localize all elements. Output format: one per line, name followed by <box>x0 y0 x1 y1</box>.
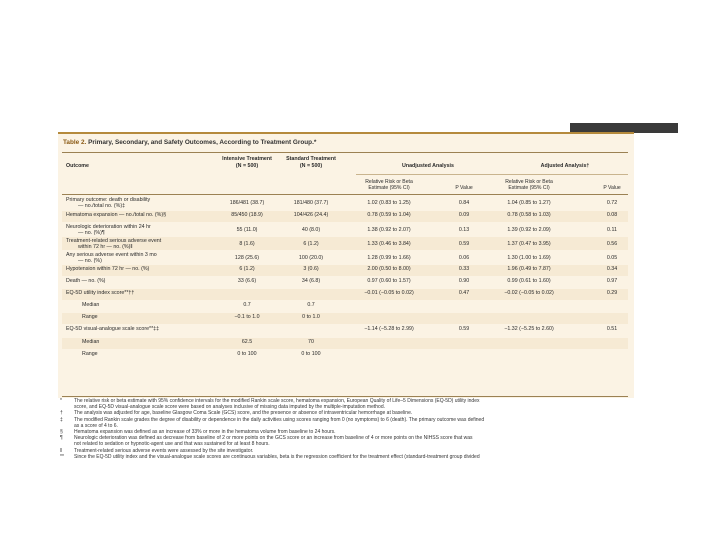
cell-intensive: 6 (1.2) <box>239 266 255 272</box>
footnote <box>58 435 658 447</box>
row-label: Range <box>82 351 98 357</box>
cell-adjusted-p: 0.34 <box>606 266 618 272</box>
footnote-line: score, and EQ-5D visual-analogue scale score were based on analyses inclusive of missing data imputed by the multiple-imputation method. <box>74 404 385 411</box>
footnote-line: Neurologic deterioration was defined as decrease from baseline of 2 or more points on the GCS score or an increase from baseline of 4 or more points on the NIHSS score that was <box>74 435 473 442</box>
footnote-line: Since the EQ-5D utility index and the visual-analogue scale scores are continuous variables, beta is the regression coefficient for the treatment effect (standard-treatment group divided <box>74 453 480 460</box>
row-label: EQ-5D utility index score**†† <box>66 290 135 296</box>
cell-adjusted-p: 0.05 <box>606 255 618 261</box>
header-standard-line2: (N = 500) <box>299 163 323 169</box>
table-title <box>63 139 316 146</box>
outcomes-table <box>58 132 634 398</box>
footnote-mark: * <box>60 398 62 404</box>
row-label: EQ-5D visual-analogue scale score**‡‡ <box>66 326 160 332</box>
cell-intensive: 33 (6.6) <box>237 278 257 284</box>
cell-standard: 0 to 1.0 <box>302 314 320 320</box>
cell-unadjusted-p: 0.84 <box>458 200 470 206</box>
row-label: Primary outcome: death or disability <box>66 197 151 203</box>
row-shade <box>62 338 628 349</box>
cell-unadjusted-estimate: 1.33 (0.46 to 3.84) <box>367 241 411 247</box>
footnote-mark: † <box>60 410 63 417</box>
cell-unadjusted-p: 0.59 <box>458 326 470 332</box>
footnotes <box>58 398 658 460</box>
header-rule-mid <box>356 174 628 175</box>
footnote-mark: ¶ <box>60 435 63 442</box>
row-label: — no./total no. (%)‡ <box>78 203 126 209</box>
cell-unadjusted-estimate: 0.97 (0.60 to 1.57) <box>367 278 411 284</box>
cell-unadjusted-estimate: −1.14 (−5.28 to 2.99) <box>364 326 414 332</box>
header-adj-rr-line1: Relative Risk or Beta <box>505 179 553 185</box>
cell-standard: 6 (1.2) <box>303 241 319 247</box>
cell-adjusted-p: 0.97 <box>606 278 618 284</box>
cell-unadjusted-p: 0.47 <box>458 290 470 296</box>
footnote <box>58 417 658 429</box>
cell-adjusted-p: 0.72 <box>606 200 618 206</box>
cell-adjusted-estimate: 1.37 (0.47 to 3.95) <box>507 241 551 247</box>
cell-intensive: 0 to 100 <box>237 351 257 357</box>
row-label: Hematoma expansion — no./total no. (%)§ <box>66 212 167 218</box>
cell-standard: 104/426 (24.4) <box>293 212 329 218</box>
row-label: Any serious adverse event within 3 mo <box>66 252 157 258</box>
header-unadjusted: Unadjusted Analysis <box>402 163 454 169</box>
footnote-mark: ** <box>60 453 64 460</box>
header-unadj-rr-line2: Estimate (95% CI) <box>368 185 410 191</box>
cell-adjusted-estimate: 1.04 (0.85 to 1.27) <box>507 200 551 206</box>
cell-adjusted-p: 0.51 <box>606 326 618 332</box>
header-adj-rr-line2: Estimate (95% CI) <box>508 185 550 191</box>
cell-standard: 100 (20.0) <box>298 255 324 261</box>
cell-unadjusted-estimate: 1.38 (0.92 to 2.07) <box>367 227 411 233</box>
row-label: — no. (%)¶ <box>78 230 105 236</box>
row-label: Range <box>82 314 98 320</box>
cell-standard: 34 (6.8) <box>301 278 321 284</box>
footnote-mark: § <box>60 429 63 436</box>
header-rule-top <box>62 152 628 153</box>
cell-unadjusted-p: 0.06 <box>458 255 470 261</box>
header-rule-bottom <box>62 194 628 195</box>
row-label: — no. (%) <box>78 258 102 264</box>
cell-unadjusted-estimate: −0.01 (−0.05 to 0.02) <box>364 290 414 296</box>
cell-unadjusted-estimate: 1.02 (0.83 to 1.25) <box>367 200 411 206</box>
table-label: Table 2. <box>63 139 87 146</box>
cell-standard: 40 (8.0) <box>301 227 321 233</box>
header-intensive-line1: Intensive Treatment <box>222 156 272 162</box>
cell-adjusted-estimate: −0.02 (−0.05 to 0.02) <box>504 290 554 296</box>
footnote-line: not related to sedation or hypnotic-agent use and that was sustained for at least 8 hours. <box>74 441 270 448</box>
footnote <box>58 398 658 410</box>
footnote-line: Treatment-related serious adverse events were assessed by the site investigator. <box>74 447 254 454</box>
cell-standard: 3 (0.6) <box>303 266 319 272</box>
row-label: Median <box>82 302 100 308</box>
footnote-line: The modified Rankin scale grades the degree of disability or dependence in the daily activities using scores ranging from 0 (no symptoms) to 6 (death). The primary outcome was defined <box>74 416 485 423</box>
footnote-line: as a score of 4 to 6. <box>74 422 118 429</box>
cell-adjusted-estimate: 0.78 (0.58 to 1.03) <box>507 212 551 218</box>
cell-standard: 181/480 (37.7) <box>293 200 329 206</box>
cell-unadjusted-estimate: 2.00 (0.50 to 8.00) <box>367 266 411 272</box>
cell-unadjusted-p: 0.09 <box>458 212 470 218</box>
cell-adjusted-estimate: 0.99 (0.61 to 1.60) <box>507 278 551 284</box>
cell-adjusted-p: 0.11 <box>607 227 617 233</box>
row-label: within 72 hr — no. (%)‖ <box>78 244 133 250</box>
header-unadj-rr-line1: Relative Risk or Beta <box>365 179 413 185</box>
footnote-line: The relative risk or beta estimate with 95% confidence intervals for the modified Rankin scale score, hematoma expansion, European Quality of Life–5 Dimensions (EQ-5D) utility index <box>74 398 480 404</box>
cell-intensive: 0.7 <box>243 302 251 308</box>
table-title-text: Primary, Secondary, and Safety Outcomes, According to Treatment Group.* <box>88 139 317 146</box>
cell-adjusted-estimate: 1.30 (1.00 to 1.69) <box>507 255 551 261</box>
footnote-line: Hematoma expansion was defined as an increase of 33% or more in the hematoma volume from baseline to 24 hours. <box>74 429 336 436</box>
cell-adjusted-estimate: −1.32 (−5.25 to 2.60) <box>504 326 554 332</box>
header-adjusted: Adjusted Analysis† <box>540 163 590 169</box>
cell-intensive: 55 (11.0) <box>236 227 258 233</box>
cell-unadjusted-p: 0.33 <box>458 266 470 272</box>
row-label: Median <box>82 339 100 345</box>
cell-standard: 0.7 <box>307 302 315 308</box>
cell-adjusted-p: 0.56 <box>606 241 618 247</box>
footnote-line: The analysis was adjusted for age, baseline Glasgow Coma Scale (GCS) score, and the presence or absence of intraventricular hemorrhage at baseline. <box>74 410 413 417</box>
cell-unadjusted-p: 0.59 <box>458 241 470 247</box>
footnote-mark: ‖ <box>60 447 63 454</box>
header-standard-line1: Standard Treatment <box>286 156 336 162</box>
cell-intensive: −0.1 to 1.0 <box>234 314 260 320</box>
table-rule-end <box>62 396 628 397</box>
footnote-mark: ‡ <box>60 416 63 423</box>
cell-adjusted-estimate: 1.96 (0.49 to 7.87) <box>507 266 551 272</box>
row-label: Neurologic deterioration within 24 hr <box>66 224 151 230</box>
row-label: Treatment-related serious adverse event <box>66 238 162 244</box>
header-unadj-p: P Value <box>455 185 473 191</box>
cell-unadjusted-estimate: 0.78 (0.59 to 1.04) <box>367 212 411 218</box>
header-outcome: Outcome <box>66 163 89 169</box>
cell-unadjusted-p: 0.90 <box>458 278 470 284</box>
cell-intensive: 128 (25.6) <box>234 255 260 261</box>
row-label: Death — no. (%) <box>66 278 106 284</box>
cell-unadjusted-p: 0.13 <box>458 227 470 233</box>
cell-intensive: 62.5 <box>241 339 253 345</box>
cell-intensive: 186/481 (38.7) <box>229 200 265 206</box>
cell-unadjusted-estimate: 1.28 (0.99 to 1.66) <box>367 255 411 261</box>
cell-adjusted-estimate: 1.39 (0.92 to 2.09) <box>507 227 551 233</box>
cell-intensive: 8 (1.6) <box>239 241 255 247</box>
row-label: Hypotension within 72 hr — no. (%) <box>66 266 150 272</box>
cell-intensive: 85/450 (18.9) <box>231 212 263 218</box>
row-shade <box>62 313 628 324</box>
cell-adjusted-p: 0.08 <box>606 212 618 218</box>
cell-standard: 70 <box>308 339 314 345</box>
cell-adjusted-p: 0.29 <box>606 290 618 296</box>
cell-standard: 0 to 100 <box>301 351 321 357</box>
footnote <box>58 454 658 460</box>
header-intensive-line2: (N = 500) <box>235 163 259 169</box>
header-adj-p: P Value <box>603 185 621 191</box>
